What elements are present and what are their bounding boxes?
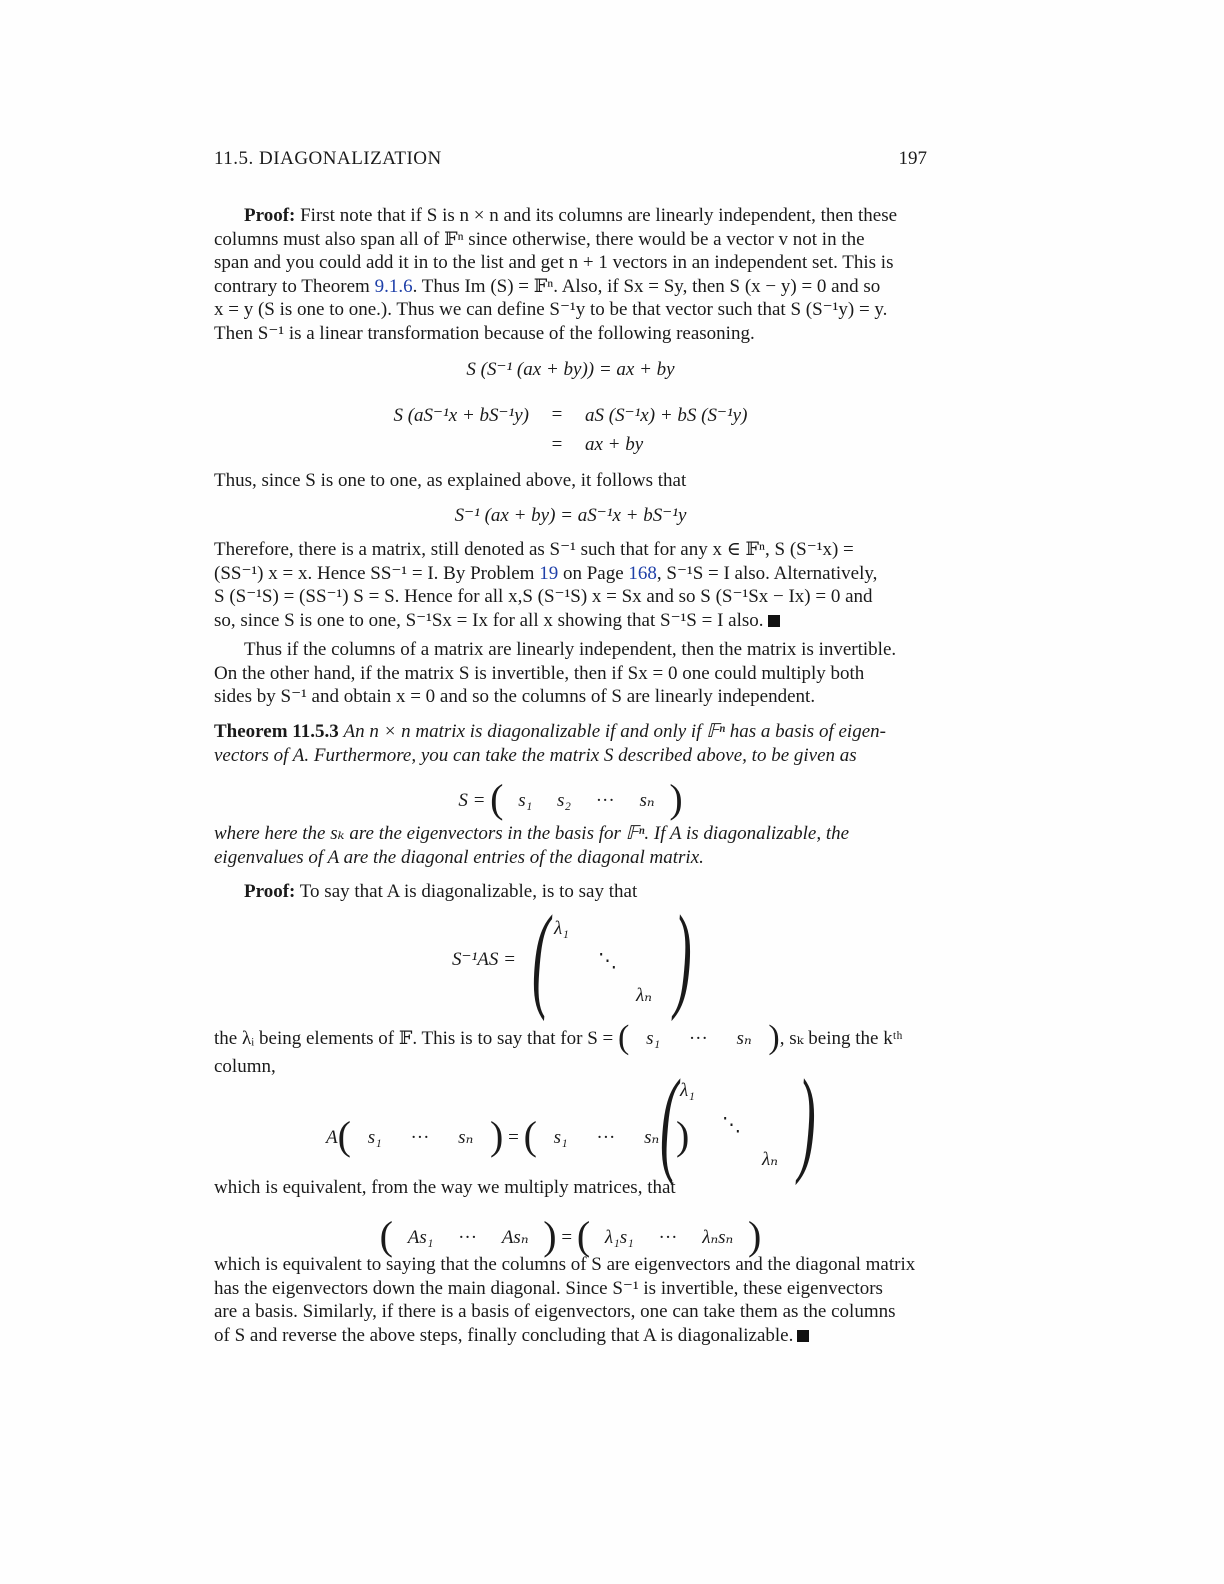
proof-line-2: columns must also span all of 𝔽ⁿ since otherwise, there would be a vector v not in the — [214, 228, 865, 250]
text-line: First note that if S is n × n and its columns are linearly independent, then these — [300, 205, 898, 226]
p3-line-3: sides by S⁻¹ and obtain x = 0 and so the columns of S are linearly independent. — [214, 686, 816, 708]
right-paren-icon: ) — [669, 776, 683, 821]
right-paren-icon: ) — [768, 1019, 780, 1056]
text-span: contrary to Theorem — [214, 275, 375, 297]
matrix-entry: s₁ — [367, 1127, 382, 1148]
eq-A-row — [326, 1112, 689, 1159]
eq2-rhs1: aS (S⁻¹x) + bS (S⁻¹y) — [585, 404, 748, 426]
right-paren-icon: ) — [748, 1213, 762, 1258]
matrix-entry: ··· — [596, 1127, 616, 1148]
lambda-1: λ₁ — [554, 918, 569, 939]
text-span: (SS⁻¹) x = x. Hence SS⁻¹ = I. By Problem — [214, 562, 540, 584]
proof-paragraph-2 — [214, 538, 927, 632]
text-span: An n × n matrix is diagonalizable if and only if 𝔽ⁿ has a basis of eigen- — [343, 721, 886, 742]
matrix-entry: ··· — [458, 1227, 478, 1248]
theorem-line-1 — [214, 720, 927, 744]
final-line-2: has the eigenvectors down the main diagonal. Since S⁻¹ is invertible, these eigenvectors — [214, 1277, 883, 1299]
matrix-entry: ··· — [688, 1028, 708, 1049]
matrix-entry: λ₁s₁ — [604, 1227, 634, 1248]
matrix-entry: sₙ — [736, 1028, 752, 1049]
p2-line-3: S (S⁻¹S) = (SS⁻¹) S = S. Hence for all x,S (S⁻¹S) x = Sx and so S (S⁻¹Sx − Ix) = 0 and — [214, 586, 873, 608]
left-paren-icon: ( — [576, 1213, 591, 1258]
matrix-A: A — [326, 1127, 338, 1148]
theorem-equation — [214, 775, 927, 822]
text-span: on Page — [558, 562, 629, 584]
eq2-sign-2: = — [551, 434, 563, 455]
p2-line-2 — [214, 562, 927, 586]
text-span: so, since S is one to one, S⁻¹Sx = Ix for all x showing that S⁻¹S = I also. — [214, 609, 764, 631]
problem-link[interactable]: 19 — [539, 562, 559, 584]
text-span: the λᵢ being elements of 𝔽. This is to say that for S = — [214, 1028, 614, 1049]
proof-line-1 — [214, 204, 927, 228]
ddots-icon: ⋱ — [598, 951, 617, 972]
left-bracket-icon: ( — [532, 891, 550, 1022]
text-span: To say that A is diagonalizable, is to say that — [299, 881, 638, 902]
lambda-n: λₙ — [762, 1149, 778, 1170]
proof-line-3: span and you could add it in to the list and get n + 1 vectors in an independent set. This is — [214, 252, 894, 274]
matrix-entry: ··· — [595, 790, 615, 811]
theorem-label: Theorem 11.5.3 — [214, 721, 339, 742]
theorem-link[interactable]: 9.1.6 — [374, 275, 413, 297]
matrix-entry: sₙ — [639, 790, 655, 811]
right-paren-icon: ) — [490, 1113, 504, 1158]
left-paren-icon: ( — [337, 1113, 351, 1158]
page-link[interactable]: 168 — [628, 562, 657, 584]
matrix-entry: ··· — [410, 1127, 430, 1148]
matrix-entry: As₁ — [407, 1227, 434, 1248]
matrix-entry: ··· — [658, 1227, 678, 1248]
thus-line: Thus, since S is one to one, as explained above, it follows that — [214, 470, 687, 491]
p2-line-1: Therefore, there is a matrix, still denoted as S⁻¹ such that for any x ∈ 𝔽ⁿ, S (S⁻¹x) = — [214, 539, 854, 560]
right-bracket-icon: ) — [674, 891, 692, 1022]
proof2-label: Proof: — [244, 881, 296, 902]
theorem-line-2: vectors of A. Furthermore, you can take the matrix S described above, to be given as — [214, 744, 857, 766]
matrix-entry: Asₙ — [501, 1227, 529, 1248]
page-number: 197 — [898, 148, 927, 169]
final-line-3: are a basis. Similarly, if there is a basis of eigenvectors, one can take them as the columns — [214, 1301, 896, 1323]
proof-line-5: x = y (S is one to one.). Thus we can define S⁻¹y to be that vector such that S (S⁻¹y) = y. — [214, 299, 888, 321]
equiv-line: which is equivalent, from the way we multiply matrices, that — [214, 1177, 676, 1198]
ddots-icon: ⋱ — [722, 1115, 741, 1136]
right-paren-icon: ) — [676, 1113, 690, 1158]
diag-lhs: S⁻¹AS = — [452, 949, 516, 970]
lambda-1: λ₁ — [680, 1080, 695, 1101]
theorem-line-3: where here the sₖ are the eigenvectors in the basis for 𝔽ⁿ. If A is diagonalizable, the — [214, 823, 850, 844]
matrix-entry: s₁ — [646, 1028, 661, 1049]
lambda-line — [214, 1019, 927, 1056]
eigen-equation — [214, 1212, 927, 1259]
left-paren-icon: ( — [379, 1213, 393, 1258]
proof-paragraph-3 — [214, 638, 927, 709]
theorem-line-4: eigenvalues of A are the diagonal entries of the diagonal matrix. — [214, 846, 704, 868]
proof2-intro — [214, 880, 927, 904]
eq2-rhs2: ax + by — [585, 434, 644, 455]
section-title: 11.5. DIAGONALIZATION — [214, 148, 442, 169]
equation-1: S (S⁻¹ (ax + by)) = ax + by — [466, 359, 675, 380]
p3-line-1: Thus if the columns of a matrix are linearly independent, then the matrix is invertible. — [244, 639, 897, 660]
text-span: of S and reverse the above steps, finally concluding that A is diagonalizable. — [214, 1324, 794, 1346]
right-paren-icon: ) — [543, 1213, 557, 1258]
eq2-lhs: S (aS⁻¹x + bS⁻¹y) — [393, 404, 529, 426]
equals-sign: = — [508, 1127, 519, 1148]
matrix-entry: sₙ — [644, 1127, 660, 1148]
proof-paragraph-1 — [214, 204, 927, 346]
eq-lhs: S = — [458, 790, 486, 811]
proof2-line-1 — [214, 880, 927, 904]
text-span: . Thus Im (S) = 𝔽ⁿ. Also, if Sx = Sy, then S (x − y) = 0 and so — [412, 275, 881, 297]
p3-line-2: On the other hand, if the matrix S is invertible, then if Sx = 0 one could multiply both — [214, 662, 865, 684]
theorem-continuation — [214, 822, 927, 869]
p2-line-4 — [214, 609, 927, 633]
eq2-sign: = — [551, 404, 563, 425]
final-line-4 — [214, 1324, 927, 1348]
qed-square-icon — [768, 615, 780, 627]
qed-square-icon — [797, 1330, 809, 1342]
left-bracket-icon: ( — [660, 1055, 678, 1186]
text-span: , S⁻¹S = I also. Alternatively, — [656, 562, 878, 584]
final-paragraph — [214, 1253, 927, 1347]
equals-sign: = — [561, 1227, 573, 1248]
left-paren-icon: ( — [523, 1113, 537, 1158]
lambda-n: λₙ — [636, 985, 652, 1006]
proof-label: Proof: — [244, 205, 296, 226]
matrix-entry: λₙsₙ — [702, 1227, 734, 1248]
text-span: , sₖ being the kᵗʰ — [779, 1028, 903, 1049]
final-line-1: which is equivalent to saying that the columns of S are eigenvectors and the diagonal matrix — [214, 1254, 916, 1275]
theorem-block — [214, 720, 927, 767]
equation-3: S⁻¹ (ax + by) = aS⁻¹x + bS⁻¹y — [454, 505, 687, 526]
matrix-entry: sₙ — [458, 1127, 474, 1148]
matrix-entry: s₁ — [518, 790, 533, 811]
column-word: column, — [214, 1056, 276, 1077]
right-bracket-icon: ) — [798, 1055, 816, 1186]
matrix-entry: s₁ — [553, 1127, 568, 1148]
running-head — [214, 148, 927, 170]
left-paren-icon: ( — [617, 1019, 630, 1056]
left-paren-icon: ( — [490, 776, 504, 821]
proof-line-6: Then S⁻¹ is a linear transformation because of the following reasoning. — [214, 322, 755, 344]
matrix-entry: s₂ — [556, 790, 571, 811]
proof-line-4 — [214, 275, 927, 299]
aligned-equations — [369, 400, 747, 460]
